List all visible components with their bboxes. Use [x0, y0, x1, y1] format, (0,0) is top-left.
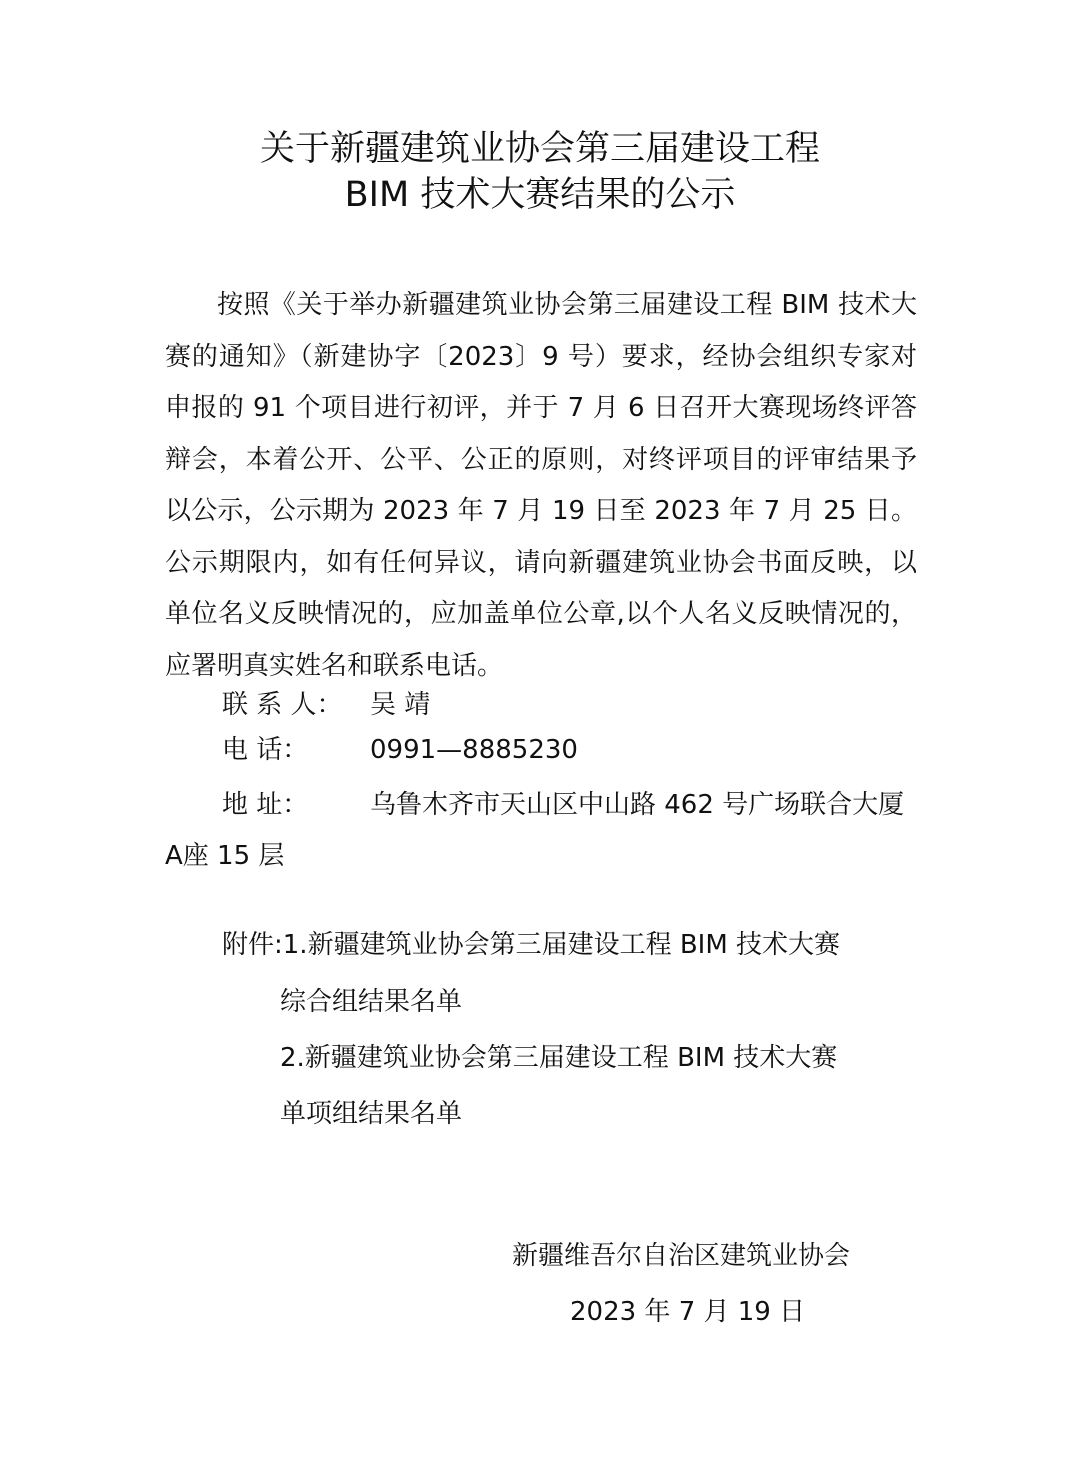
document-title [0, 126, 1080, 218]
contact-phone-value: 0991—8885230 [370, 735, 578, 765]
contact-address-label: 地 址： [222, 790, 309, 820]
attachment-item-1-title: 1.新疆建筑业协会第三届建设工程 BIM 技术大赛 [282, 930, 841, 960]
contact-person-label: 联 系 人： [222, 690, 343, 720]
signature-organization: 新疆维吾尔自治区建筑业协会 [512, 1241, 851, 1271]
contact-phone-row [222, 730, 578, 770]
attachment-item-2-line-1: 2.新疆建筑业协会第三届建设工程 BIM 技术大赛 [280, 1043, 838, 1073]
signature-date: 2023 年 7 月 19 日 [570, 1297, 806, 1327]
title-line-2: BIM 技术大赛结果的公示 [344, 175, 736, 215]
title-line-1: 关于新疆建筑业协会第三届建设工程 [259, 129, 820, 169]
attachment-prefix: 附件: [222, 930, 283, 960]
attachment-item-2-line-2: 单项组结果名单 [280, 1099, 463, 1129]
contact-address-value: 乌鲁木齐市天山区中山路 462 号广场联合大厦A座 15 层 [165, 790, 905, 871]
contact-person-row [222, 685, 430, 725]
contact-phone-label: 电 话： [222, 735, 309, 765]
contact-address-row [165, 780, 917, 882]
attachment-item-1-line-2: 综合组结果名单 [280, 987, 463, 1017]
contact-person-value: 吴 靖 [370, 690, 431, 720]
body-paragraph: 按照《关于举办新疆建筑业协会第三届建设工程 BIM 技术大赛的通知》（新建协字〔2023〕9 号）要求，经协会组织专家对申报的 91 个项目进行初评，并于 7 月 6 日召开大赛现场终评答辩会，本着公开、公平、公正的原则，对终评项目的评审结果予以公示，公示期为 2023 年 7 月 19 日至 2023 年 7 月 25 日。公示期限内，如有任何异议，请向新疆建筑业协会书面反映，以单位名义反映情况的，应加盖单位公章,以个人名义反映情况的，应署明真实姓名和联系电话。 [165, 290, 917, 681]
attachment-item-1-line-1 [222, 925, 840, 965]
